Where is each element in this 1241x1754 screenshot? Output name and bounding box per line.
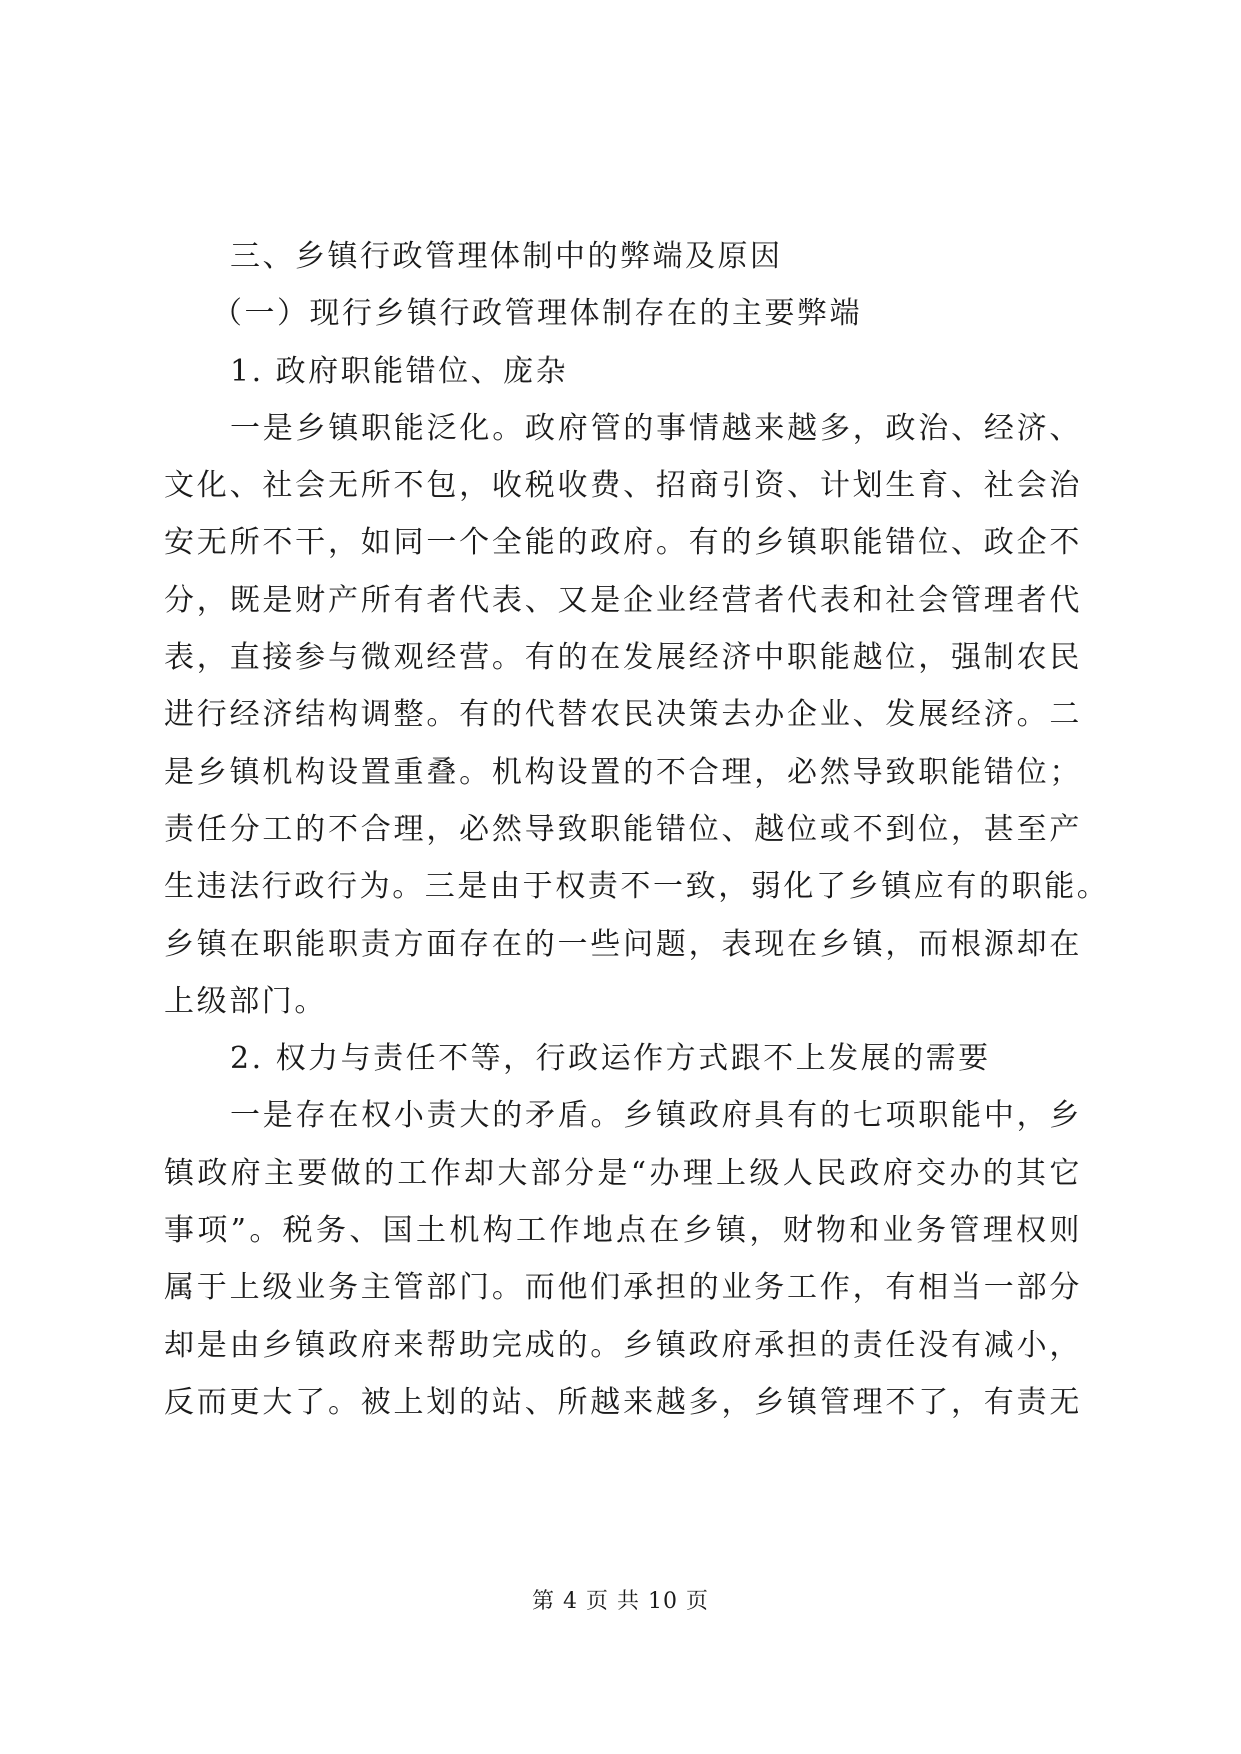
subsection-heading: （一）现行乡镇行政管理体制存在的主要弊端	[212, 296, 862, 332]
paragraph-1-line: 一是乡镇职能泛化。政府管的事情越来越多，政治、经济、	[230, 410, 1082, 446]
paragraph-1-line: 文化、社会无所不包，收税收费、招商引资、计划生育、社会治	[164, 468, 1082, 504]
page-number-footer: 第 4 页 共 10 页	[532, 1589, 709, 1614]
paragraph-2-line: 事项”。税务、国土机构工作地点在乡镇，财物和业务管理权则	[164, 1213, 1082, 1249]
paragraph-2-line: 一是存在权小责大的矛盾。乡镇政府具有的七项职能中，乡	[230, 1098, 1082, 1134]
item-2-title: 2. 权力与责任不等，行政运作方式跟不上发展的需要	[230, 1041, 991, 1077]
section-heading: 三、乡镇行政管理体制中的弊端及原因	[230, 239, 783, 274]
paragraph-1-line: 生违法行政行为。三是由于权责不一致，弱化了乡镇应有的职能。	[164, 869, 1110, 905]
paragraph-2-line: 镇政府主要做的工作却大部分是“办理上级人民政府交办的其它	[164, 1155, 1082, 1191]
paragraph-2-line: 属于上级业务主管部门。而他们承担的业务工作，有相当一部分	[164, 1270, 1082, 1306]
paragraph-1-line: 上级部门。	[164, 983, 327, 1019]
paragraph-1-line: 安无所不干，如同一个全能的政府。有的乡镇职能错位、政企不	[164, 525, 1082, 561]
paragraph-2-line: 反而更大了。被上划的站、所越来越多，乡镇管理不了，有责无	[164, 1384, 1082, 1420]
item-1-title: 1. 政府职能错位、庞杂	[230, 353, 569, 389]
paragraph-1-line: 责任分工的不合理，必然导致职能错位、越位或不到位，甚至产	[164, 811, 1082, 847]
paragraph-1-line: 进行经济结构调整。有的代替农民决策去办企业、发展经济。二	[164, 697, 1082, 733]
paragraph-1-line: 是乡镇机构设置重叠。机构设置的不合理，必然导致职能错位；	[164, 754, 1082, 790]
paragraph-1-line: 分，既是财产所有者代表、又是企业经营者代表和社会管理者代	[164, 582, 1082, 618]
paragraph-1-line: 表，直接参与微观经营。有的在发展经济中职能越位，强制农民	[164, 640, 1082, 676]
document-body	[164, 228, 1110, 1431]
paragraph-1-line: 乡镇在职能职责方面存在的一些问题，表现在乡镇，而根源却在	[164, 926, 1082, 962]
paragraph-2-line: 却是由乡镇政府来帮助完成的。乡镇政府承担的责任没有减小，	[164, 1327, 1082, 1363]
